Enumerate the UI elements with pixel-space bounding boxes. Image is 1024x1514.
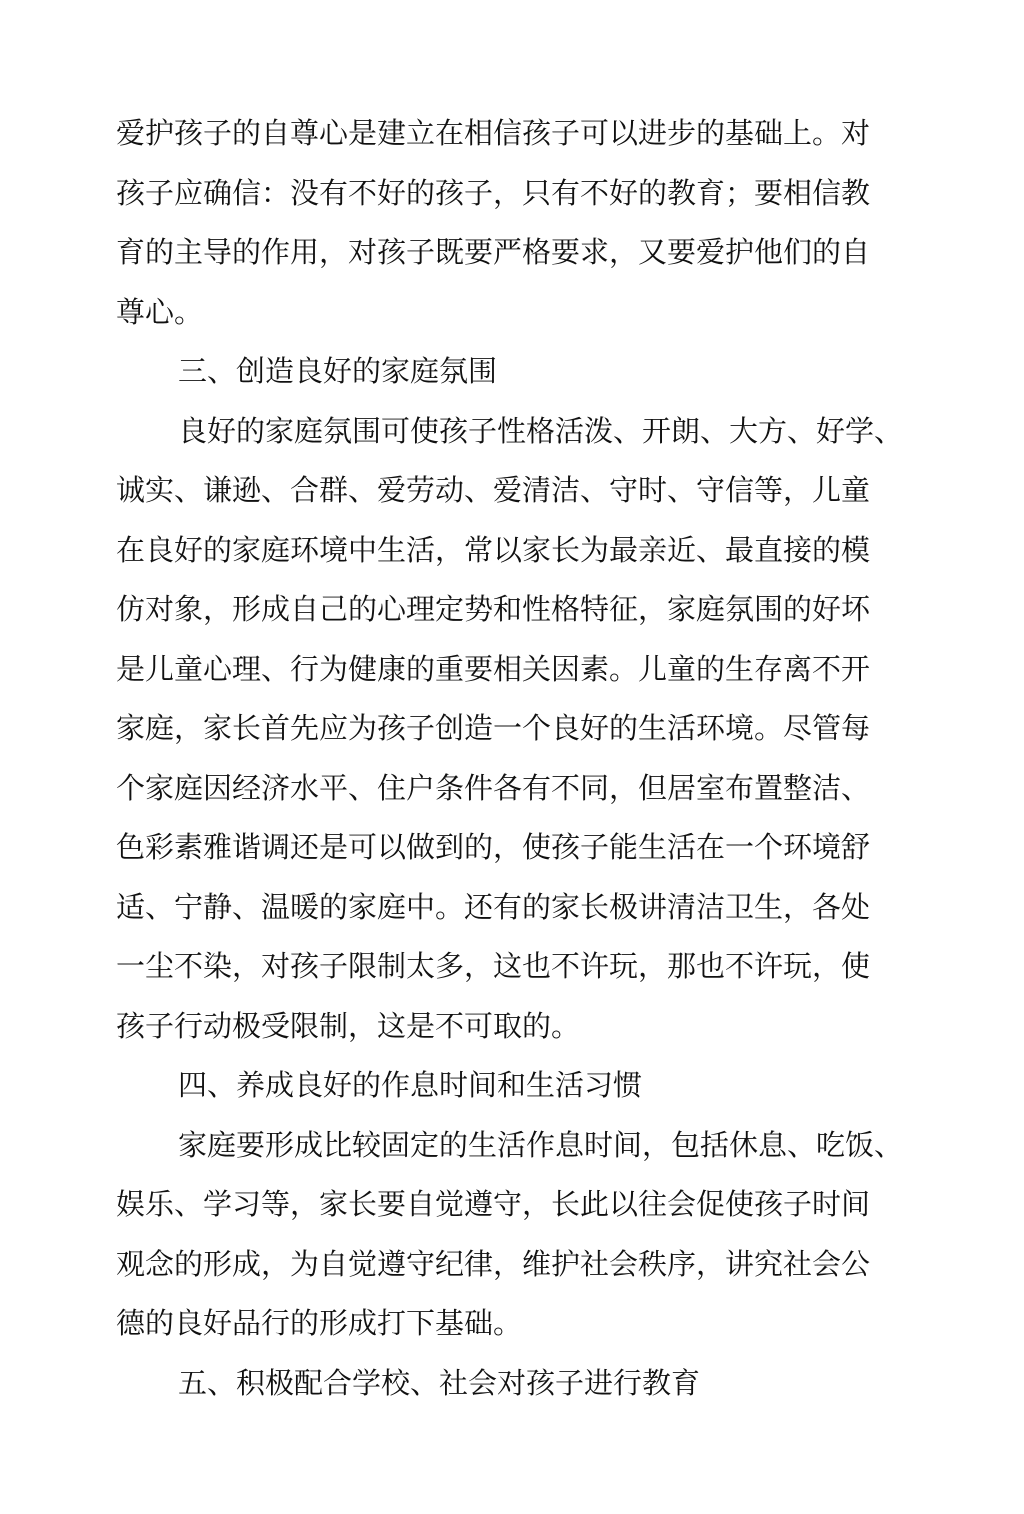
text-line: 仿对象，形成自己的心理定势和性格特征，家庭氛围的好坏 — [116, 592, 871, 626]
text-line: 家庭要形成比较固定的生活作息时间，包括休息、吃饭、 — [178, 1127, 904, 1162]
text-line: 观念的形成，为自觉遵守纪律，维护社会秩序，讲究社会公 — [116, 1246, 871, 1281]
section-heading: 三、创造良好的家庭氛围 — [178, 354, 498, 388]
text-line: 孩子行动极受限制，这是不可取的。 — [116, 1008, 581, 1043]
text-line: 色彩素雅谐调还是可以做到的，使孩子能生活在一个环境舒 — [116, 830, 871, 864]
text-line: 德的良好品行的形成打下基础。 — [116, 1306, 523, 1340]
text-line: 爱护孩子的自尊心是建立在相信孩子可以进步的基础上。对 — [116, 116, 871, 150]
text-line: 娱乐、学习等，家长要自觉遵守，长此以往会促使孩子时间 — [116, 1187, 871, 1221]
text-line: 在良好的家庭环境中生活，常以家长为最亲近、最直接的模 — [116, 532, 871, 567]
text-line: 良好的家庭氛围可使孩子性格活泼、开朗、大方、好学、 — [178, 413, 904, 448]
section-heading: 五、积极配合学校、社会对孩子进行教育 — [178, 1365, 701, 1400]
body-text — [116, 104, 916, 1413]
text-line: 家庭，家长首先应为孩子创造一个良好的生活环境。尽管每 — [116, 711, 871, 745]
text-line: 个家庭因经济水平、住户条件各有不同，但居室布置整洁、 — [116, 770, 871, 805]
text-line: 育的主导的作用，对孩子既要严格要求，又要爱护他们的自 — [116, 235, 871, 269]
text-line: 诚实、谦逊、合群、爱劳动、爱清洁、守时、守信等，儿童 — [116, 473, 871, 507]
text-line: 孩子应确信：没有不好的孩子，只有不好的教育；要相信教 — [116, 175, 871, 210]
text-line: 是儿童心理、行为健康的重要相关因素。儿童的生存离不开 — [116, 651, 871, 686]
text-line: 尊心。 — [116, 294, 204, 329]
text-line: 一尘不染，对孩子限制太多，这也不许玩，那也不许玩，使 — [116, 949, 871, 983]
text-line: 适、宁静、温暖的家庭中。还有的家长极讲清洁卫生，各处 — [116, 889, 871, 924]
section-heading: 四、养成良好的作息时间和生活习惯 — [178, 1068, 643, 1102]
